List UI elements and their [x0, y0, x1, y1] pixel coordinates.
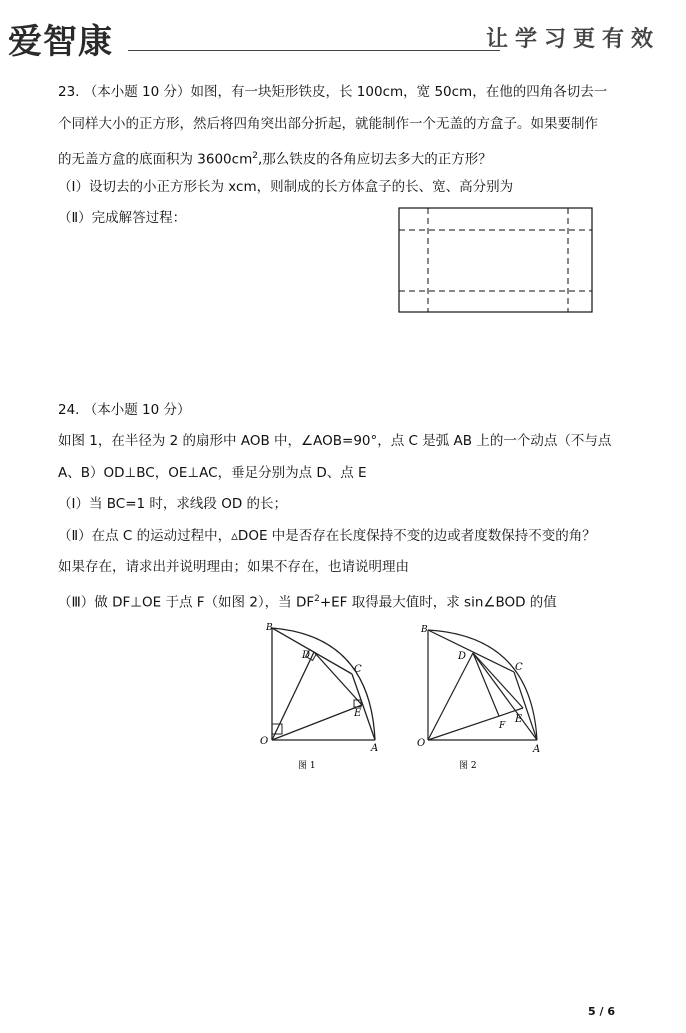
figure-2-caption: 图 2	[459, 761, 477, 771]
brand-slogan: 让学习更有效	[485, 27, 660, 52]
label-C: C	[354, 664, 362, 675]
label-O: O	[260, 736, 269, 747]
q23-part-1: （Ⅰ）设切去的小正方形长为 xcm，则制成的长方体盒子的长、宽、高分别为	[58, 179, 514, 195]
page-number: 5 / 6	[588, 1005, 615, 1018]
q23-line-3-text-a: 的无盖方盒的底面积为 3600cm	[58, 151, 253, 168]
label-B: B	[266, 623, 273, 633]
label-F: F	[499, 721, 506, 731]
label-A: A	[533, 744, 541, 755]
figure-1	[258, 616, 388, 776]
figure-1-caption: 图 1	[298, 761, 316, 771]
label-B: B	[421, 625, 428, 635]
q24-line-2: A、B）OD⊥BC，OE⊥AC，垂足分别为点 D、点 E	[58, 465, 367, 481]
q23-line-1: 23. （本小题 10 分）如图，有一块矩形铁皮，长 100cm，宽 50cm，在他的四角各切去一	[58, 84, 608, 100]
segment-AC	[514, 672, 537, 740]
label-O: O	[417, 738, 426, 749]
q24-part-3-text-a: （Ⅲ）做 DF⊥OE 于点 F（如图 2），当 DF	[58, 594, 315, 611]
q24-part-2: （Ⅱ）在点 C 的运动过程中，▵DOE 中是否存在长度保持不变的边或者度数保持不变的角？	[58, 528, 596, 544]
q23-rectangle-figure	[396, 203, 596, 315]
q23-superscript: 2	[252, 151, 258, 161]
figure-2	[413, 616, 543, 776]
fold-lines	[399, 208, 592, 312]
arc-AB	[272, 628, 375, 740]
segment-BC	[428, 630, 514, 672]
q24-title: 24. （本小题 10 分）	[58, 402, 191, 418]
q24-part-3-text-b: +EF 取得最大值时，求 sin∠BOD 的值	[319, 594, 557, 611]
label-D: D	[458, 651, 467, 662]
q23-part-2: （Ⅱ）完成解答过程：	[58, 210, 187, 226]
brand-logo: 爱智康	[8, 22, 113, 62]
q23-line-3-text-b: ,那么铁皮的各角应切去多大的正方形？	[257, 151, 492, 168]
label-E: E	[515, 714, 523, 725]
label-A: A	[371, 743, 379, 754]
segment-DE	[314, 652, 362, 705]
label-C: C	[515, 662, 523, 673]
header-divider	[128, 50, 500, 51]
q24-superscript: 2	[314, 594, 320, 604]
q24-line-1: 如图 1，在半径为 2 的扇形中 AOB 中，∠AOB=90°，点 C 是弧 AB 上的一个动点（不与点	[58, 433, 612, 449]
label-D: D	[302, 650, 311, 661]
q23-line-2: 个同样大小的正方形，然后将四角突出部分折起，就能制作一个无盖的方盒子。如果要制作	[58, 116, 598, 132]
q24-part-1: （Ⅰ）当 BC=1 时，求线段 OD 的长；	[58, 496, 288, 512]
q24-part-3	[58, 590, 557, 612]
q23-line-3	[58, 147, 492, 169]
label-E: E	[354, 708, 362, 719]
q24-part-2-cont: 如果存在，请求出并说明理由；如果不存在，也请说明理由	[58, 559, 409, 575]
